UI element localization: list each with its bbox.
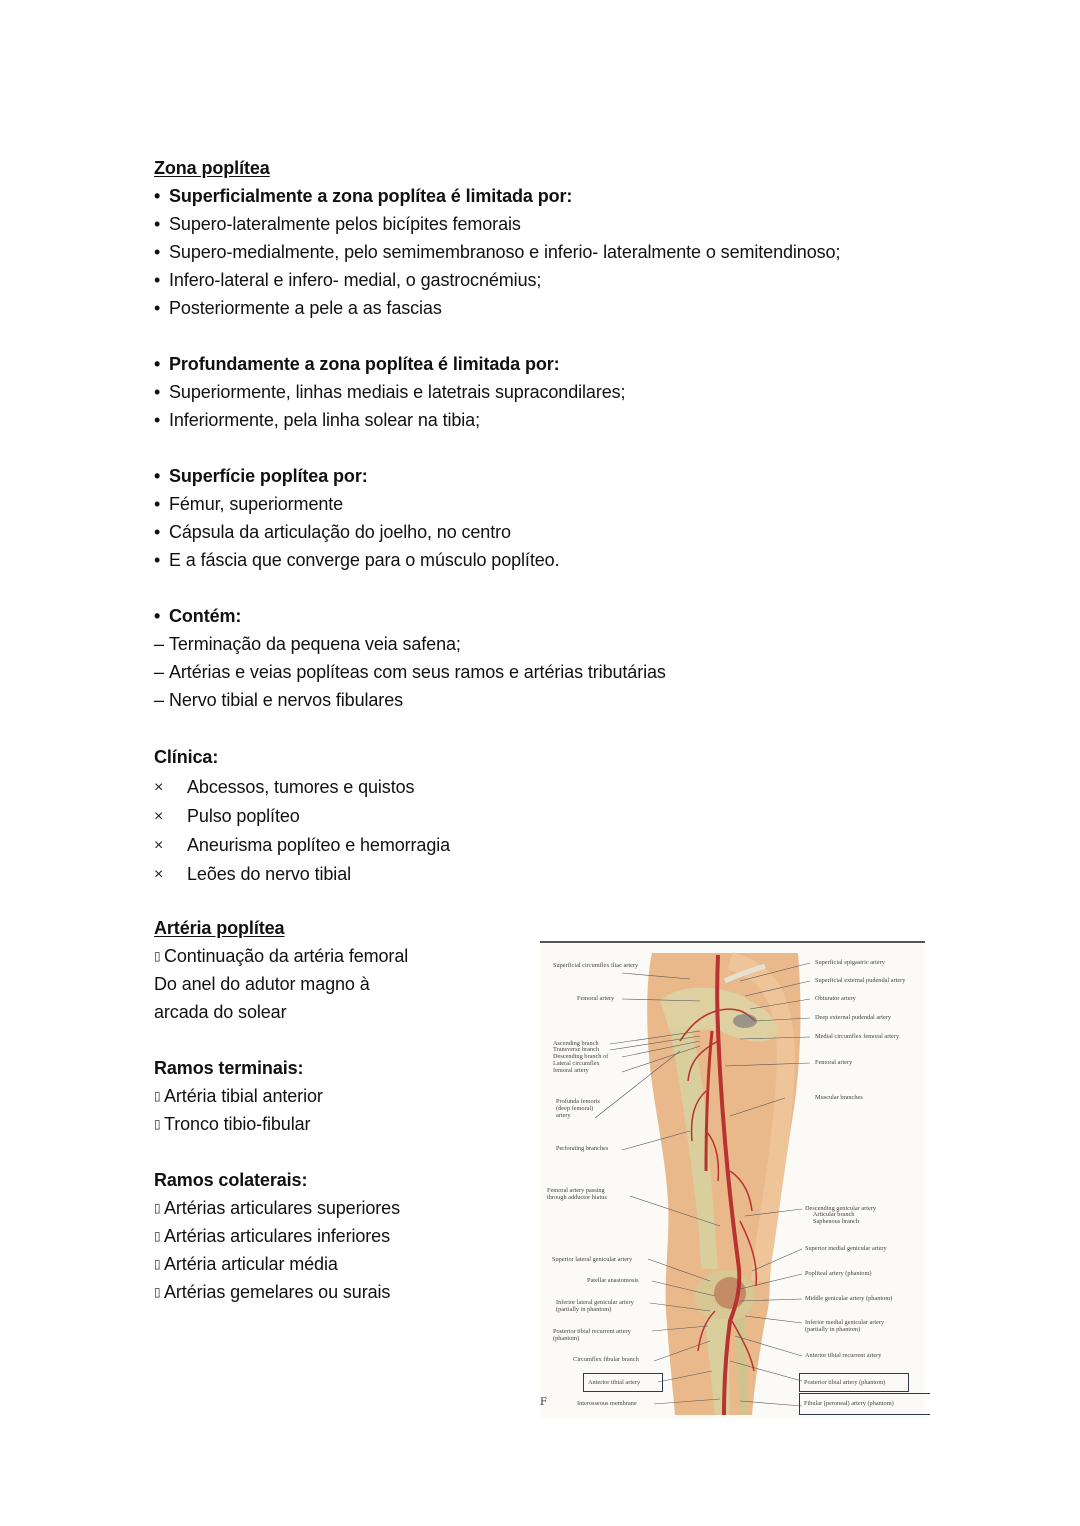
figure-label: Posterior tibial recurrent artery <box>553 1328 631 1335</box>
figure-label: (partially in phantom) <box>805 1326 861 1333</box>
heading-superficie: • Superfície poplítea por: <box>154 462 934 490</box>
list-item: × Aneurisma poplíteo e hemorragia <box>154 831 934 860</box>
heading-clinica: Clínica: <box>154 747 219 767</box>
figure-label: Superficial circumflex iliac artery <box>553 962 639 969</box>
figure-label: Ascending branch <box>553 1040 599 1047</box>
x-mark-icon: × <box>154 808 164 825</box>
anatomy-figure-leg-arteries <box>540 941 925 1419</box>
list-item: • Inferiormente, pela linha solear na tibia; <box>154 406 934 434</box>
list-item: × Leões do nervo tibial <box>154 860 934 889</box>
figure-label: Superior medial genicular artery <box>805 1245 887 1252</box>
list-item: • Cápsula da articulação do joelho, no centro <box>154 518 934 546</box>
figure-label: Obturator artery <box>815 995 856 1002</box>
figure-label: Circumflex fibular branch <box>573 1356 639 1363</box>
heading-ramos-terminais: Ramos terminais: <box>154 1058 304 1078</box>
figure-label: Femoral artery <box>815 1059 853 1066</box>
figure-label: through adductor hiatus <box>547 1194 607 1201</box>
list-item: • Supero-lateralmente pelos bicípites femorais <box>154 210 934 238</box>
heading-profundo: • Profundamente a zona poplítea é limitada por: <box>154 350 934 378</box>
list-item: × Abcessos, tumores e quistos <box>154 773 934 802</box>
figure-label: (partially in phantom) <box>556 1306 612 1313</box>
list-item: – Nervo tibial e nervos fibulares <box>154 686 934 714</box>
x-mark-icon: × <box>154 779 164 796</box>
figure-label: Anterior tibial recurrent artery <box>805 1352 882 1359</box>
list-item: – Terminação da pequena veia safena; <box>154 630 934 658</box>
list-item: ▯ Artéria tibial anterior <box>154 1082 934 1110</box>
figure-label: Descending branch of <box>553 1053 609 1060</box>
figure-label: Popliteal artery (phantom) <box>805 1270 872 1277</box>
list-item: • E a fáscia que converge para o músculo poplíteo. <box>154 546 934 574</box>
figure-label: Femoral artery <box>577 995 615 1002</box>
list-item: × Pulso poplíteo <box>154 802 934 831</box>
list-item: – Artérias e veias poplíteas com seus ramos e artérias tributárias <box>154 658 934 686</box>
x-mark-icon: × <box>154 866 164 883</box>
figure-label: Superficial epigastric artery <box>815 959 885 966</box>
figure-label: Transverse branch <box>553 1046 600 1053</box>
heading-ramos-colaterais: Ramos colaterais: <box>154 1170 308 1190</box>
figure-label: Perforating branches <box>556 1145 609 1152</box>
list-item: • Infero-lateral e infero- medial, o gastrocnémius; <box>154 266 934 294</box>
section-title-zona-poplitea: Zona poplítea <box>154 158 270 178</box>
figure-label-boxed: Anterior tibial artery <box>583 1373 663 1392</box>
figure-label: Medial circumflex femoral artery <box>815 1033 900 1040</box>
figure-label: Inferior lateral genicular artery <box>556 1299 634 1306</box>
figure-label: Femoral artery passing <box>547 1187 605 1194</box>
figure-label: (deep femoral) <box>556 1105 594 1112</box>
x-mark-icon: × <box>154 837 164 854</box>
figure-label: Articular branch <box>813 1211 855 1218</box>
list-item: ▯ Artéria articular média <box>154 1250 934 1278</box>
figure-label: Profunda femoris <box>556 1098 600 1105</box>
figure-label: Patellar anastomosis <box>587 1277 639 1284</box>
figure-label: Middle genicular artery (phantom) <box>805 1295 893 1302</box>
list-item: • Fémur, superiormente <box>154 490 934 518</box>
list-item: ▯ Artérias gemelares ou surais <box>154 1278 934 1306</box>
list-item: • Posteriormente a pele a as fascias <box>154 294 934 322</box>
list-item: ▯ Artérias articulares superiores <box>154 1194 934 1222</box>
figure-label: Lateral circumflex <box>553 1060 600 1067</box>
figure-label: Superior lateral genicular artery <box>552 1256 633 1263</box>
leg-illustration <box>540 941 925 1419</box>
figure-label: artery <box>556 1112 571 1119</box>
figure-label: Inferior medial genicular artery <box>805 1319 885 1326</box>
figure-label: (phantom) <box>553 1335 580 1342</box>
figure-label-boxed: Fibular (peroneal) artery (phantom) <box>799 1393 930 1415</box>
text-line: Do anel do adutor magno à <box>154 974 370 994</box>
figure-label: Muscular branches <box>815 1094 863 1101</box>
list-item: • Superiormente, linhas mediais e latetrais supracondilares; <box>154 378 934 406</box>
section-title-arteria-poplitea: Artéria poplítea <box>154 918 285 938</box>
list-item: ▯ Artérias articulares inferiores <box>154 1222 934 1250</box>
figure-label: Interosseous membrane <box>577 1400 637 1407</box>
figure-label: Saphenous branch <box>813 1218 859 1225</box>
figure-label: Descending genicular artery <box>805 1205 876 1212</box>
figure-label: femoral artery <box>553 1067 589 1074</box>
list-item: ▯ Continuação da artéria femoral <box>154 942 934 970</box>
figure-label: Superficial external pudendal artery <box>815 977 906 984</box>
heading-superficial: • Superficialmente a zona poplítea é limitada por: <box>154 182 934 210</box>
figure-signature: F <box>540 1397 547 1408</box>
figure-label-boxed: Posterior tibial artery (phantom) <box>799 1373 909 1392</box>
heading-contem: • Contém: <box>154 602 934 630</box>
list-item: • Supero-medialmente, pelo semimembranoso e inferio- lateralmente o semitendinoso; <box>154 238 934 266</box>
figure-label: Deep external pudendal artery <box>815 1014 892 1021</box>
list-item: ▯ Tronco tibio-fibular <box>154 1110 934 1138</box>
text-line: arcada do solear <box>154 1002 287 1022</box>
